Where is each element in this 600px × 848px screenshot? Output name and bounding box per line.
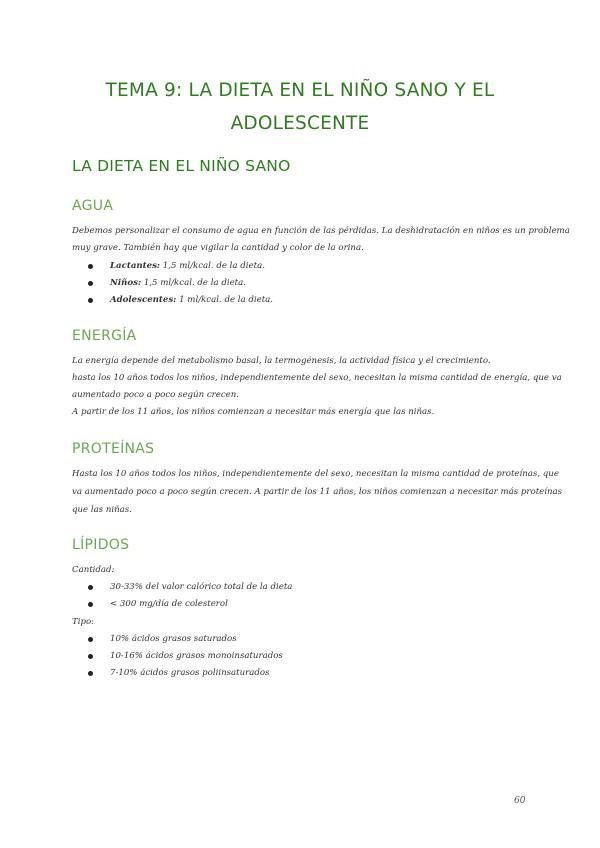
- bullet-icon: [88, 585, 93, 590]
- bullet-icon: [88, 602, 93, 607]
- lipidos-cantidad-item: [88, 579, 292, 596]
- agua-item-term: Adolescentes:: [110, 295, 177, 305]
- lipidos-heading: LÍPIDOS: [72, 537, 130, 553]
- proteinas-line1: Hasta los 10 años todos los niños, independientemente del sexo, necesitan la misma cantidad de proteínas, que: [72, 469, 559, 479]
- agua-paragraph-line2: muy grave. También hay que vigilar la cantidad y color de la orina.: [72, 243, 364, 253]
- agua-item-term: Lactantes:: [110, 261, 161, 271]
- lipidos-cantidad-item-text: < 300 mg/día de colesterol: [110, 599, 228, 609]
- lipidos-tipo-item-text: 10-16% ácidos grasos monoinsaturados: [110, 651, 283, 661]
- lipidos-cantidad-label: Cantidad:: [72, 565, 115, 575]
- energia-line2: hasta los 10 años todos los niños, independientemente del sexo, necesitan la misma cantidad de energía, que va: [72, 373, 562, 383]
- agua-paragraph-line1: Debemos personalizar el consumo de agua en función de las pérdidas. La deshidratación en niños es un problema: [72, 226, 570, 236]
- agua-item-text: 1 ml/kcal. de la dieta.: [176, 295, 274, 305]
- bullet-icon: [88, 654, 93, 659]
- agua-list: [88, 258, 273, 309]
- energia-line1: La energía depende del metabolismo basal, la termogénesis, la actividad física y el crecimiento.: [72, 356, 491, 366]
- bullet-icon: [88, 671, 93, 676]
- bullet-icon: [88, 637, 93, 642]
- agua-item-text: 1,5 ml/kcal. de la dieta.: [141, 278, 246, 288]
- agua-list-item: [88, 275, 273, 292]
- bullet-icon: [88, 281, 93, 286]
- section-heading: LA DIETA EN EL NIÑO SANO: [72, 157, 291, 175]
- agua-list-item: [88, 258, 273, 275]
- bullet-icon: [88, 298, 93, 303]
- lipidos-tipo-item: [88, 631, 283, 648]
- agua-item-text: 1,5 ml/kcal. de la dieta.: [160, 261, 265, 271]
- energia-line3: aumentado poco a poco según crecen.: [72, 390, 240, 400]
- lipidos-tipo-item-text: 7-10% ácidos grasos poliinsaturados: [110, 668, 270, 678]
- proteinas-line3: que las niñas.: [72, 505, 132, 515]
- agua-heading: AGUA: [72, 198, 114, 214]
- lipidos-cantidad-item: [88, 596, 292, 613]
- page-number: 60: [514, 796, 526, 806]
- energia-heading: ENERGÍA: [72, 328, 137, 344]
- lipidos-tipo-item-text: 10% ácidos grasos saturados: [110, 634, 237, 644]
- agua-list-item: [88, 292, 273, 309]
- document-title-line1: TEMA 9: LA DIETA EN EL NIÑO SANO Y EL: [105, 80, 495, 101]
- lipidos-cantidad-item-text: 30-33% del valor calórico total de la dieta: [110, 582, 293, 592]
- bullet-icon: [88, 264, 93, 269]
- agua-item-term: Niños:: [110, 278, 142, 288]
- proteinas-heading: PROTEÍNAS: [72, 441, 155, 457]
- energia-line4: A partir de los 11 años, los niños comienzan a necesitar más energía que las niñas.: [72, 407, 435, 417]
- lipidos-cantidad-list: [88, 579, 292, 613]
- lipidos-tipo-item: [88, 665, 283, 682]
- document-title-line2: ADOLESCENTE: [230, 113, 370, 134]
- lipidos-tipo-item: [88, 648, 283, 665]
- lipidos-tipo-list: [88, 631, 283, 682]
- document-title: [60, 74, 540, 140]
- proteinas-line2: va aumentado poco a poco según crecen. A partir de los 11 años, los niños comienzan a necesitar más proteínas: [72, 487, 563, 497]
- lipidos-tipo-label: Tipo:: [72, 617, 95, 627]
